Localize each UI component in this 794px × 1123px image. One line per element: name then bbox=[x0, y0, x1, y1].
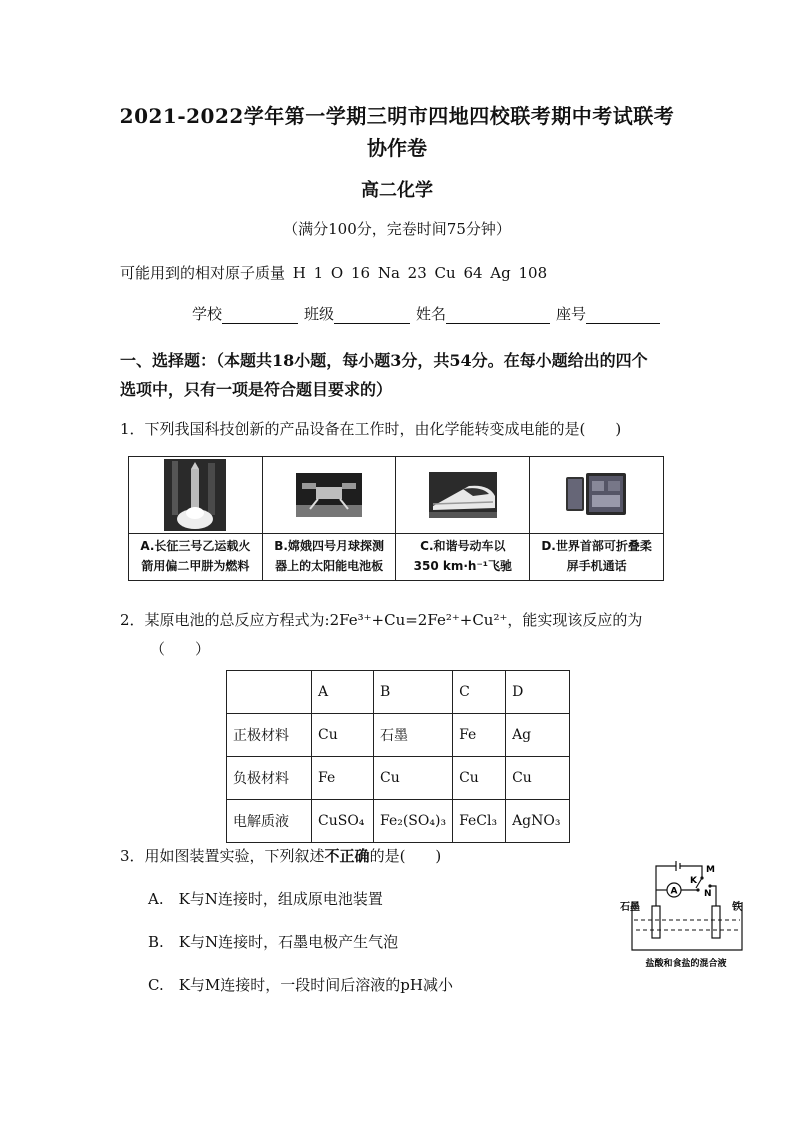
q1-option-b-line1: B.嫦娥四号月球探测 bbox=[274, 539, 384, 553]
q3-option-c[interactable]: C. K与M连接时，一段时间后溶液的pH减小 bbox=[148, 976, 453, 994]
q1-option-a-line1: A.长征三号乙运载火 bbox=[140, 539, 251, 553]
electrochemical-apparatus-figure bbox=[604, 858, 754, 973]
q1-options-table bbox=[128, 456, 664, 581]
school-blank[interactable] bbox=[222, 307, 298, 324]
table-header-cell: C bbox=[453, 671, 506, 714]
table-cell: CuSO₄ bbox=[312, 800, 374, 843]
seat-blank[interactable] bbox=[586, 307, 660, 324]
table-cell: Fe bbox=[453, 714, 506, 757]
exam-title-line2: 协作卷 bbox=[367, 136, 427, 160]
foldable-phone-image bbox=[530, 457, 663, 533]
table-cell: Cu bbox=[312, 714, 374, 757]
class-label: 班级 bbox=[304, 305, 335, 323]
table-cell: FeCl₃ bbox=[453, 800, 506, 843]
table-cell: Fe bbox=[312, 757, 374, 800]
graphite-label: 石墨 bbox=[620, 902, 640, 913]
q1-option-b-line2: 器上的太阳能电池板 bbox=[275, 559, 384, 573]
atomic-masses: 可能用到的相对原子质量 H 1 O 16 Na 23 Cu 64 Ag 108 bbox=[120, 264, 548, 282]
subject-title: 高二化学 bbox=[361, 180, 433, 201]
q1-option-b[interactable] bbox=[262, 457, 396, 581]
q1-option-a-line2: 箭用偏二甲肼为燃料 bbox=[141, 559, 250, 573]
q1-option-c-line1: C.和谐号动车以 bbox=[420, 539, 506, 553]
q2-stem-line1: 2．某原电池的总反应方程式为:2Fe³⁺+Cu=2Fe²⁺+Cu²⁺，能实现该反应的为 bbox=[120, 611, 643, 629]
q1-stem: 1．下列我国科技创新的产品设备在工作时，由化学能转变成电能的是( ) bbox=[120, 420, 622, 438]
q3-stem bbox=[120, 845, 441, 866]
q1-option-c[interactable] bbox=[396, 457, 530, 581]
q3-stem-emphasis: 不正确 bbox=[324, 847, 370, 865]
solution-label: 盐酸和食盐的混合液 bbox=[645, 959, 727, 969]
school-label: 学校 bbox=[192, 305, 223, 323]
section-header bbox=[120, 346, 680, 404]
q1-option-d-line1: D.世界首部可折叠柔 bbox=[541, 539, 652, 553]
q2-table bbox=[226, 670, 570, 843]
table-cell: 负极材料 bbox=[227, 757, 312, 800]
student-info-fields bbox=[192, 303, 666, 324]
table-header-cell: B bbox=[374, 671, 453, 714]
bullet-train-image bbox=[396, 457, 529, 533]
table-cell: 正极材料 bbox=[227, 714, 312, 757]
q3-option-b[interactable]: B. K与N连接时，石墨电极产生气泡 bbox=[148, 933, 399, 951]
switch-m-label: M bbox=[706, 865, 715, 875]
table-row bbox=[227, 714, 570, 757]
class-blank[interactable] bbox=[334, 307, 410, 324]
q1-option-d-line2: 屏手机通话 bbox=[566, 559, 627, 573]
table-header-row bbox=[227, 671, 570, 714]
section-line2: 选项中，只有一项是符合题目要求的） bbox=[120, 380, 393, 399]
q1-option-c-line2: 350 km·h⁻¹飞驰 bbox=[413, 559, 513, 573]
name-label: 姓名 bbox=[416, 305, 447, 323]
table-cell: 石墨 bbox=[374, 714, 453, 757]
table-row bbox=[227, 757, 570, 800]
q3-stem-after: 的是( ) bbox=[369, 847, 442, 865]
q3-option-a[interactable]: A. K与N连接时，组成原电池装置 bbox=[148, 890, 383, 908]
seat-label: 座号 bbox=[556, 305, 587, 323]
switch-n-label: N bbox=[704, 889, 712, 899]
q2-stem bbox=[120, 606, 680, 664]
exam-meta: （满分100分，完卷时间75分钟） bbox=[283, 220, 511, 238]
table-cell: Fe₂(SO₄)₃ bbox=[374, 800, 453, 843]
table-header-cell bbox=[227, 671, 312, 714]
q2-stem-line2: （ ） bbox=[150, 640, 211, 658]
q1-option-d[interactable] bbox=[530, 457, 664, 581]
ammeter-label: A bbox=[670, 886, 678, 897]
table-cell: AgNO₃ bbox=[506, 800, 570, 843]
table-cell: Ag bbox=[506, 714, 570, 757]
table-header-cell: A bbox=[312, 671, 374, 714]
table-cell: Cu bbox=[453, 757, 506, 800]
table-row bbox=[227, 800, 570, 843]
table-cell: 电解质液 bbox=[227, 800, 312, 843]
name-blank[interactable] bbox=[446, 307, 550, 324]
iron-label: 铁 bbox=[732, 902, 742, 913]
switch-k-label: K bbox=[690, 876, 697, 886]
q3-stem-before: 3．用如图装置实验，下列叙述 bbox=[120, 847, 325, 865]
table-header-cell: D bbox=[506, 671, 570, 714]
table-cell: Cu bbox=[506, 757, 570, 800]
rocket-launch-image bbox=[129, 457, 262, 533]
exam-title-line1: 2021-2022学年第一学期三明市四地四校联考期中考试联考 bbox=[119, 104, 675, 128]
table-cell: Cu bbox=[374, 757, 453, 800]
section-line1: 一、选择题：（本题共18小题，每小题3分，共54分。在每小题给出的四个 bbox=[120, 351, 648, 370]
lunar-probe-image bbox=[263, 457, 396, 533]
q1-option-a[interactable] bbox=[129, 457, 263, 581]
